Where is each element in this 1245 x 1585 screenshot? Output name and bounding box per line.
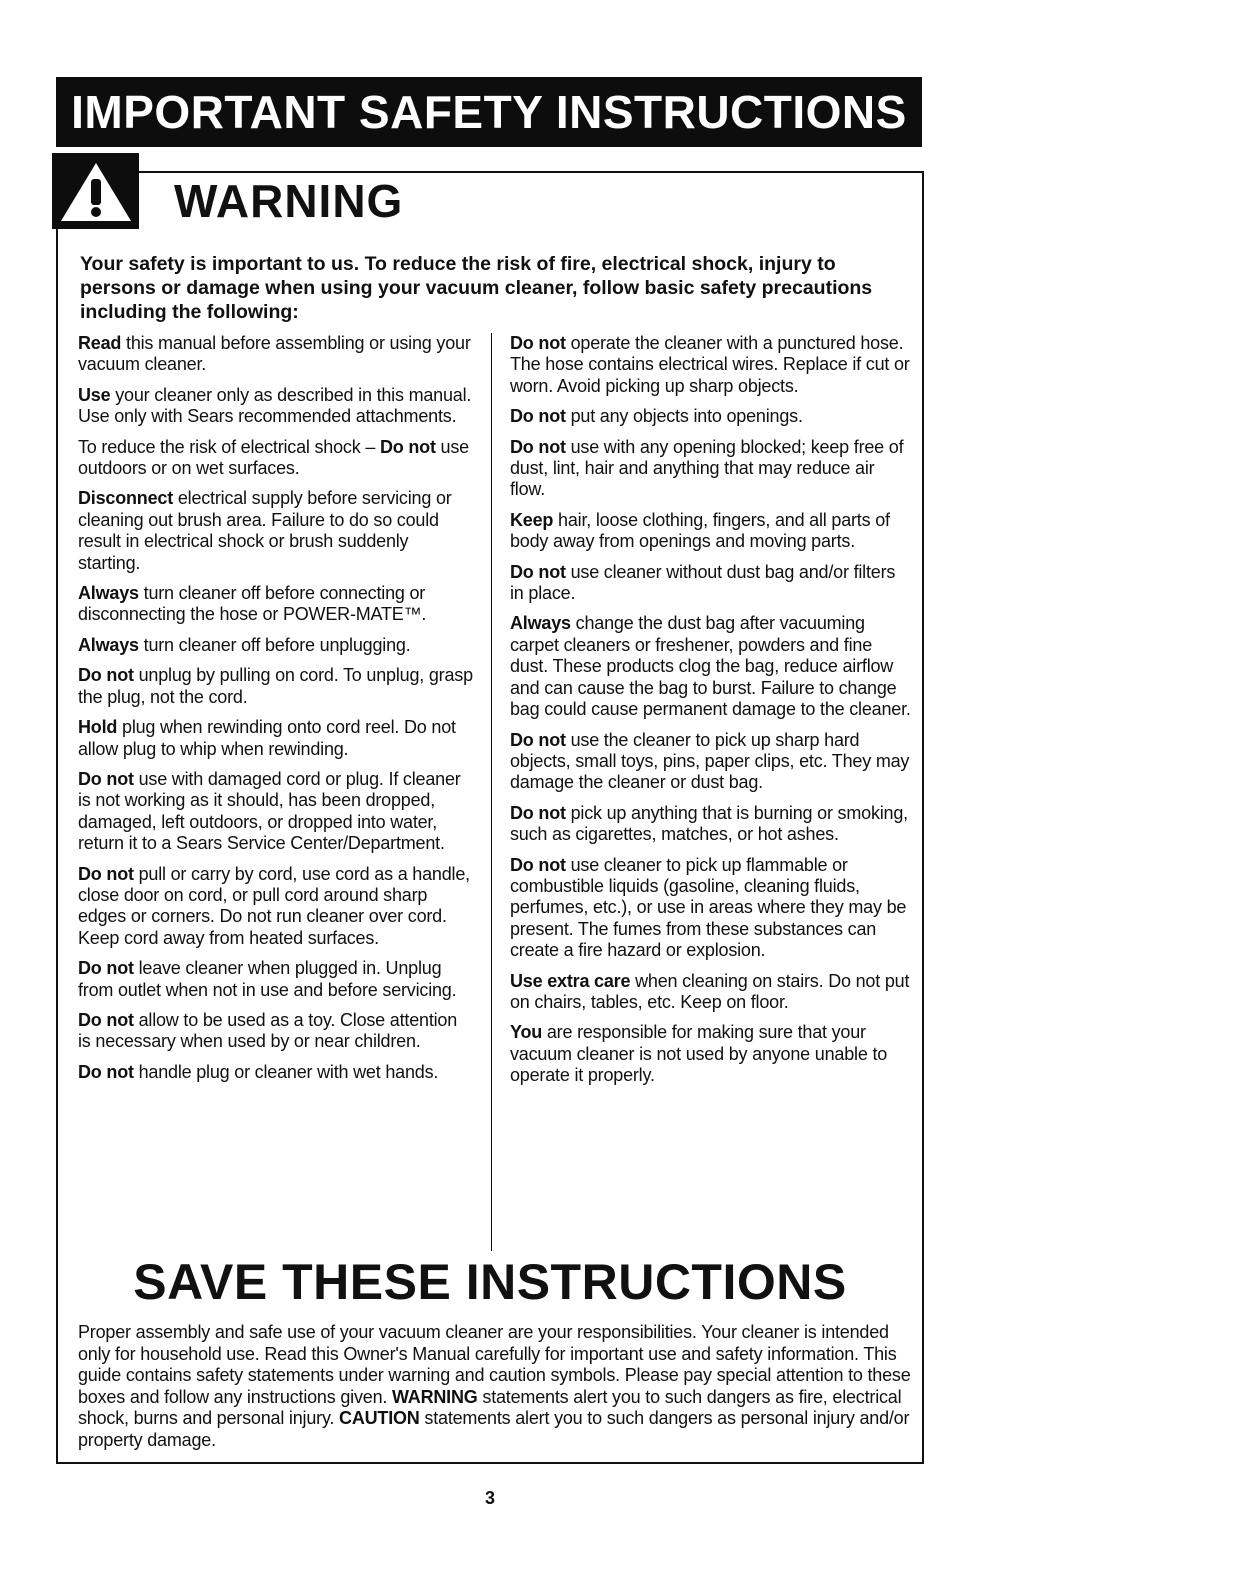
safety-item-lead: Hold <box>78 717 118 738</box>
safety-item <box>510 437 912 501</box>
column-divider <box>491 333 492 1251</box>
safety-item-text: your cleaner only as described in this manual. Use only with Sears recommended attachments. <box>78 384 472 427</box>
safety-item-lead: Do not <box>78 665 134 686</box>
safety-item <box>510 803 912 846</box>
safety-item <box>78 665 474 708</box>
safety-item <box>510 730 912 794</box>
safety-item-text: are responsible for making sure that your vacuum cleaner is not used by anyone unable to operate it properly. <box>510 1022 888 1086</box>
safety-item-text: use cleaner to pick up flammable or combustible liquids (gasoline, cleaning fluids, perfumes, etc.), or use in areas where they may be present. The fumes from these substances can create a fire hazard or explosion. <box>510 854 907 961</box>
warning-intro: Your safety is important to us. To reduce the risk of fire, electrical shock, injury to persons or damage when using your vacuum cleaner, follow basic safety precautions including the following: <box>80 253 873 323</box>
safety-item-text: put any objects into openings. <box>565 406 803 427</box>
safety-item <box>78 385 474 428</box>
closing-text-1: Proper assembly and safe use of your vacuum cleaner are your responsibilities. Your cleaner is intended only for household use. Read this Owner's Manual carefully for important use and safety information. This guide contains safety statements under warning and caution symbols. Please pay special attention to these boxes and follow any instructions given. <box>78 1322 911 1407</box>
closing-bold-caution: CAUTION <box>339 1408 420 1428</box>
safety-item <box>510 510 912 553</box>
safety-item-lead: Do not <box>78 958 134 979</box>
safety-item-text: use cleaner without dust bag and/or filters in place. <box>510 561 896 604</box>
safety-item-text: this manual before assembling or using your vacuum cleaner. <box>78 333 471 375</box>
safety-item-lead: Disconnect <box>78 488 174 509</box>
safety-item <box>78 1062 474 1083</box>
safety-item-lead: Do not <box>78 1061 134 1082</box>
safety-item-text: use with damaged cord or plug. If cleaner is not working as it should, has been dropped, damaged, left outdoors, or dropped into water, return it to a Sears Service Center/Department. <box>78 768 461 854</box>
safety-item-lead: Do not <box>78 1009 134 1030</box>
safety-item-text: operate the cleaner with a punctured hose. The hose contains electrical wires. Replace if cut or worn. Avoid picking up sharp objects. <box>510 333 910 396</box>
safety-item-text: allow to be used as a toy. Close attention is necessary when used by or near children. <box>78 1009 458 1052</box>
safety-item-lead: Do not <box>510 333 566 353</box>
page-number: 3 <box>484 1488 495 1508</box>
safety-item <box>510 406 912 427</box>
safety-item-text: when cleaning on stairs. Do not put on chairs, tables, etc. Keep on floor. <box>510 970 910 1012</box>
safety-item-lead: Do not <box>379 436 436 457</box>
safety-item-lead: Do not <box>510 854 566 875</box>
safety-item <box>78 864 474 950</box>
safety-item-lead: Read <box>78 333 122 353</box>
safety-item <box>78 1010 474 1053</box>
safety-item-text: turn cleaner off before connecting or disconnecting the hose or POWER-MATE™. <box>78 583 427 625</box>
safety-item <box>78 488 474 574</box>
warning-triangle-icon <box>58 159 134 225</box>
safety-item-text: To reduce the risk of electrical shock – <box>78 436 380 457</box>
safety-item <box>78 583 474 626</box>
safety-item <box>510 971 912 1014</box>
closing-text-2: statements alert you to such dangers as fire, electrical shock, burns and personal injury. <box>78 1386 902 1428</box>
safety-item-text: pick up anything that is burning or smoking, such as cigarettes, matches, or hot ashes. <box>510 802 908 845</box>
safety-item <box>78 717 474 760</box>
safety-item-text: pull or carry by cord, use cord as a handle, close door on cord, or pull cord around sharp edges or corners. Do not run cleaner over cord. Keep cord away from heated surfaces. <box>78 863 470 948</box>
safety-item-lead: Always <box>78 634 139 655</box>
right-column <box>510 333 912 1096</box>
safety-item-text: use with any opening blocked; keep free of dust, lint, hair and anything that may reduce air flow. <box>510 436 904 500</box>
safety-item <box>78 769 474 855</box>
safety-item-lead: Do not <box>510 802 566 823</box>
safety-item <box>510 1022 912 1086</box>
left-column <box>78 333 474 1092</box>
safety-item <box>78 958 474 1001</box>
safety-item-lead: Always <box>510 613 571 634</box>
safety-item-text: turn cleaner off before unplugging. <box>138 634 411 655</box>
safety-item <box>78 333 474 376</box>
safety-item-text: leave cleaner when plugged in. Unplug from outlet when not in use and before servicing. <box>78 958 457 1000</box>
page-banner: IMPORTANT SAFETY INSTRUCTIONS <box>56 77 922 147</box>
safety-item-lead: You <box>510 1022 543 1043</box>
safety-item-text: hair, loose clothing, fingers, and all parts of body away from openings and moving parts. <box>510 509 890 552</box>
warning-tab <box>52 153 139 229</box>
warning-title: WARNING <box>174 175 404 227</box>
safety-item-text: electrical supply before servicing or cleaning out brush area. Failure to do so could result in electrical shock or brush suddenly starting. <box>78 488 452 573</box>
safety-item <box>78 635 474 656</box>
safety-item-lead: Keep <box>510 509 554 530</box>
safety-item-text: use the cleaner to pick up sharp hard objects, small toys, pins, paper clips, etc. They may damage the cleaner or dust bag. <box>510 729 910 793</box>
safety-item-text: unplug by pulling on cord. To unplug, grasp the plug, not the cord. <box>78 665 473 707</box>
safety-item-text: plug when rewinding onto cord reel. Do not allow plug to whip when rewinding. <box>78 717 456 759</box>
closing-paragraph <box>78 1322 912 1451</box>
safety-item-lead: Do not <box>510 406 566 427</box>
safety-item <box>78 437 474 480</box>
safety-item-lead: Do not <box>510 436 566 457</box>
safety-item <box>510 562 912 605</box>
safety-item <box>510 855 912 962</box>
safety-item-lead: Always <box>78 583 139 604</box>
safety-item-text: use outdoors or on wet surfaces. <box>78 436 469 479</box>
save-instructions-title: SAVE THESE INSTRUCTIONS <box>133 1254 847 1310</box>
safety-item-lead: Do not <box>510 561 566 582</box>
safety-item-lead: Use extra care <box>510 970 631 991</box>
safety-item-lead: Do not <box>78 768 134 789</box>
safety-item-lead: Do not <box>510 729 566 750</box>
closing-bold-warning: WARNING <box>391 1386 478 1407</box>
closing-text-3: statements alert you to such dangers as personal injury and/or property damage. <box>78 1408 910 1450</box>
safety-item <box>510 613 912 720</box>
safety-item-text: change the dust bag after vacuuming carpet cleaners or freshener, powders and fine dust. These products clog the bag, reduce airflow and can cause the bag to burst. Failure to change bag could cause permanent damage to the cleaner. <box>510 613 911 720</box>
safety-item-text: handle plug or cleaner with wet hands. <box>133 1061 439 1082</box>
safety-item-lead: Do not <box>78 863 134 884</box>
safety-item-lead: Use <box>78 384 111 405</box>
safety-item <box>510 333 912 397</box>
